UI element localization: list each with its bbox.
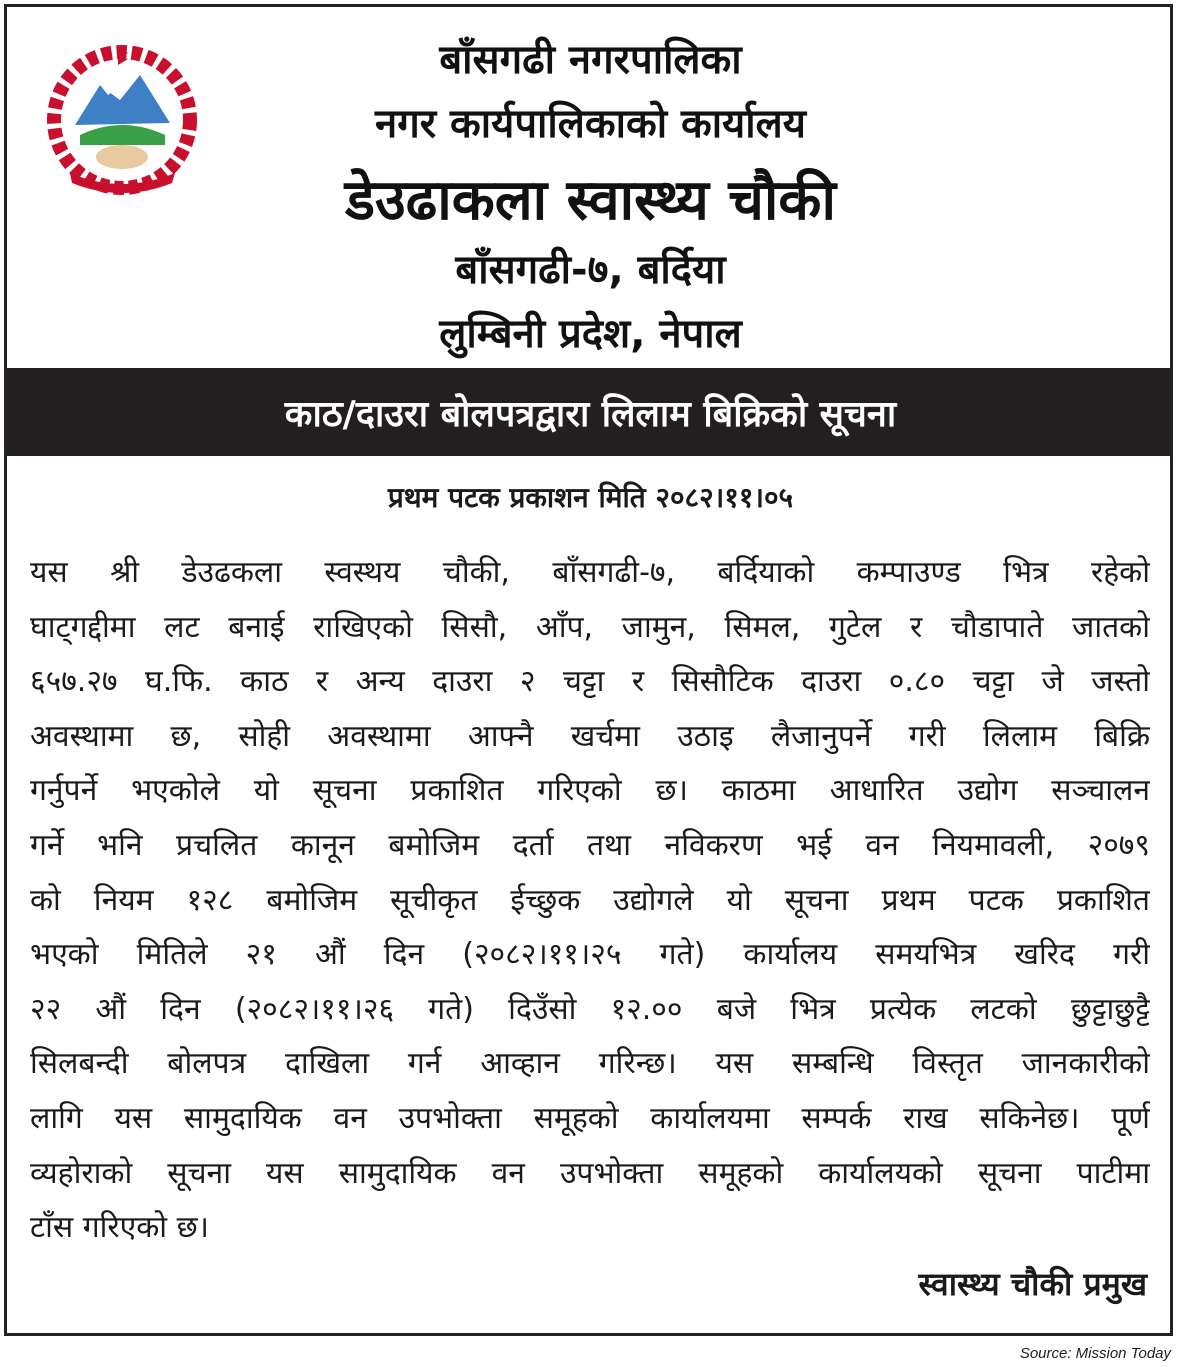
notice-body — [30, 548, 1150, 1258]
municipality-name: बाँसगढी नगरपालिका — [439, 37, 742, 83]
signatory: स्वास्थ्य चौकी प्रमुख — [918, 1265, 1147, 1303]
body-line: टाँस गरिएको छ। — [30, 1210, 209, 1246]
office-name: नगर कार्यपालिकाको कार्यालय — [375, 101, 806, 147]
body-line: यस श्री डेउढकला स्वस्थय चौकी, बाँसगढी-७, बर्दियाको कम्पाउण्ड भित्र रहेको — [30, 555, 1150, 590]
body-line: घाट्गद्दीमा लट बनाई राखिएको सिसौ, आँप, जामुन, सिमल, गुटेल र चौडापाते जातको — [30, 609, 1150, 645]
body-line: अवस्थामा छ, सोही अवस्थामा आफ्नै खर्चमा उठाइ लैजानुपर्ने गरी लिलाम बिक्रि — [30, 718, 1150, 754]
body-line: गर्नुपर्ने भएकोले यो सूचना प्रकाशित गरिएको छ। काठमा आधारित उद्योग सञ्चालन — [30, 773, 1150, 809]
publication-date: प्रथम पटक प्रकाशन मिति २०८२।११।०५ — [387, 481, 794, 514]
body-line: गर्ने भनि प्रचलित कानून बमोजिम दर्ता तथा नविकरण भई वन नियमावली, २०७९ — [30, 827, 1150, 863]
body-line: सिलबन्दी बोलपत्र दाखिला गर्न आव्हान गरिन्छ। यस सम्बन्धि विस्तृत जानकारीको — [30, 1046, 1150, 1082]
institution-name: डेउढाकला स्वास्थ्य चौकी — [345, 168, 836, 233]
source-credit: Source: Mission Today — [1019, 1345, 1171, 1362]
body-line: ६५७.२७ घ.फि. काठ र अन्य दाउरा २ चट्टा र सिसौटिक दाउरा ०.८० चट्टा जे जस्तो — [30, 664, 1150, 700]
body-line: व्यहोराको सूचना यस सामुदायिक वन उपभोक्ता समूहको कार्यालयको सूचना पाटीमा — [30, 1155, 1150, 1191]
address: बाँसगढी-७, बर्दिया — [455, 247, 726, 293]
body-line: २२ औं दिन (२०८२।११।२६ गते) दिउँसो १२.०० बजे भित्र प्रत्येक लटको छुट्टाछुट्टै — [30, 991, 1150, 1027]
body-line: को नियम १२८ बमोजिम सूचीकृत ईच्छुक उद्योगले यो सूचना प्रथम पटक प्रकाशित — [30, 882, 1150, 918]
body-line: भएको मितिले २१ औं दिन (२०८२।११।२५ गते) कार्यालय समयभित्र खरिद गरी — [30, 937, 1150, 973]
notice-title: काठ/दाउरा बोलपत्रद्वारा लिलाम बिक्रिको सूचना — [284, 394, 897, 435]
body-line: लागि यस सामुदायिक वन उपभोक्ता समूहको कार्यालयमा सम्पर्क राख सकिनेछ। पूर्ण — [30, 1100, 1150, 1136]
province: लुम्बिनी प्रदेश, नेपाल — [439, 311, 742, 357]
